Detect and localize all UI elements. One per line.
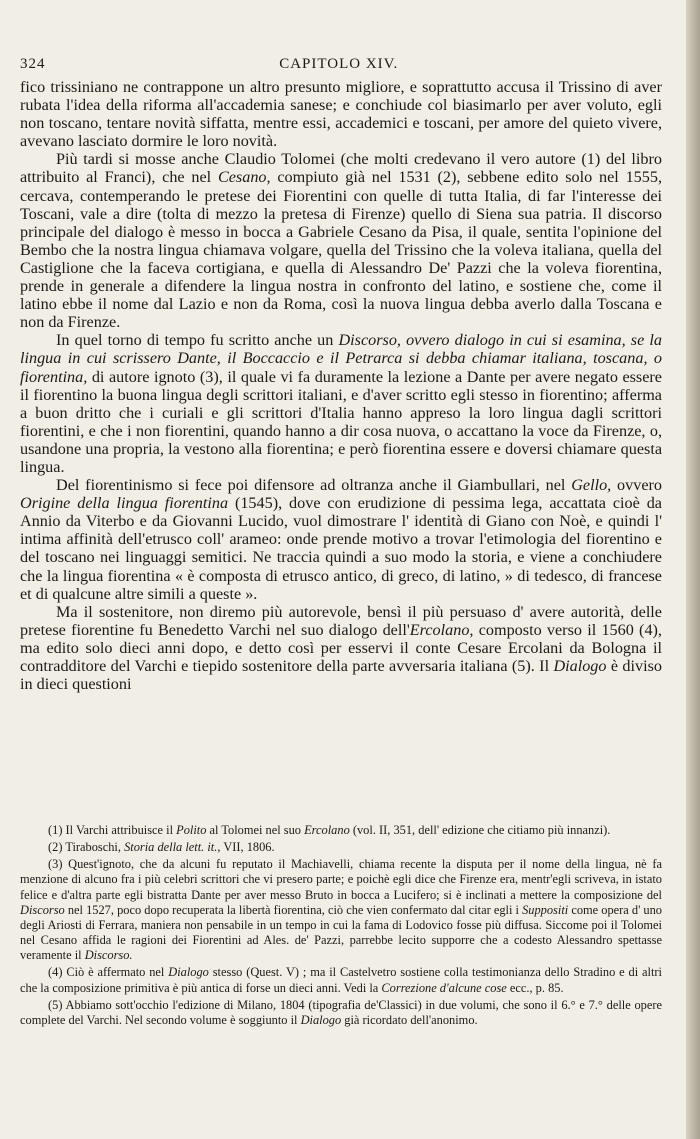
text-run: ecc., p. 85. bbox=[506, 980, 564, 995]
text-run: (4) Ciò è affermato nel bbox=[48, 965, 169, 980]
italic-text: Discorso, ovvero dialogo in cui si esamina, se la lingua in cui scrissero Dante, il Boccaccio e il Petrarca si debba chiamar italiana, toscana, o fiorentina, bbox=[20, 331, 662, 386]
italic-text: Polito bbox=[176, 823, 207, 837]
text-run: stesso (Quest. V) ; ma il Castelvetro sostiene colla testimonianza dello Stradino e di altri che la composizione primitiva è più antica di forse un dieci anni. Vedi la bbox=[20, 965, 662, 995]
italic-text: Dialogo bbox=[553, 657, 607, 675]
paragraph bbox=[20, 603, 662, 693]
text-run: (1545), dove con erudizione di pessima lega, accattata cioè da Annio da Viterbo e da Giovanni Lucido, vuol dimostrare l' identità di Giano con Noè, e quindi l' intima affinità dell'etrusco coll' arameo: onde prende motivo a trovar l'etimologia del fiorentino e del toscano nei linguaggi semitici. Ne traccia quindi a suo modo la storia, e viene a conchiudere che la lingua fiorentina « è composta di etrusco antico, di greco, di latino, » di tedesco, di francese et di qualcune altre simili a queste ». bbox=[20, 494, 662, 603]
italic-text: Dialogo bbox=[300, 1012, 342, 1027]
paragraph bbox=[20, 476, 662, 603]
text-run: (vol. II, 351, dell' edizione che citiamo più innanzi). bbox=[349, 823, 611, 837]
text-run: composto verso il 1560 (4), ma edito solo dieci anni dopo, e detto così per esservi il conte Cesare Ercolani da Bologna il contradditore del Varchi e tiepido sostenitore della parte avversaria italiana (5). Il bbox=[20, 620, 662, 675]
italic-text: Correzione d'alcune cose bbox=[381, 980, 507, 995]
footnote bbox=[20, 823, 662, 838]
text-run: nel 1527, poco dopo recuperata la libertà fiorentina, ciò che vien confermato dal citar egli i bbox=[64, 902, 523, 917]
running-title: CAPITOLO XIV. bbox=[279, 56, 399, 72]
running-header bbox=[20, 56, 662, 73]
text-run: In quel torno di tempo fu scritto anche un bbox=[56, 331, 339, 350]
footnotes bbox=[20, 823, 662, 1028]
paragraph bbox=[20, 150, 662, 331]
text-run: Più tardi si mosse anche Claudio Tolomei (che molti credevano il vero autore (1) del libro attribuito al Franci), che nel bbox=[20, 150, 662, 187]
paragraph bbox=[20, 78, 662, 150]
text-run: compiuto già nel 1531 (2), sebbene edito solo nel 1555, cercava, contemperando le pretese dei Fiorentini con quelle di tutta Italia, di far l'interesse dei Toscani, vale a dire (tolta di mezzo la pretesa di Firenze) quello di Siena sua patria. Il discorso principale del dialogo è messo in bocca a Gabriele Cesano da Pisa, il quale, sentita l'opinione del Bembo che la nostra lingua chiamava volgare, quella del Trissino che la voleva italiana, quella del Castiglione che la faceva cortigiana, e quella di Alessandro De' Pazzi che la voleva fiorentina, prende in generale a difendere la lingua nostra in confronto del latino, e sostiene che, come il latino ebbe il nome dal Lazio e non da Roma, così la nuova lingua debba averlo dalla Toscana e non da Firenze. bbox=[20, 168, 662, 332]
italic-text: Discorso. bbox=[84, 948, 133, 963]
text-run: ovvero bbox=[611, 476, 662, 495]
italic-text: Discorso bbox=[20, 902, 65, 917]
text-run: già ricordato dell'anonimo. bbox=[341, 1012, 478, 1027]
italic-text: Dialogo bbox=[168, 965, 209, 980]
text-run: (2) Tiraboschi, bbox=[48, 840, 125, 855]
text-run: come opera d' uno degli Ariosti di Ferrara, maniera non pensabile in un tempo in cui la fama di Lodovico fosse più diffusa. Siccome poi il Tolomei nel Cesano affida le ragioni dei Fiorentini ad Ales. de' Pazzi, parrebbe lecito supporre che a codesto Alessandro spettasse veramente il bbox=[20, 902, 662, 963]
footnote bbox=[20, 857, 662, 963]
text-run: Del fiorentinismo si fece poi difensore ad oltranza anche il Giambullari, nel bbox=[56, 476, 572, 495]
text-run: (5) Abbiamo sott'occhio l'edizione di Milano, 1804 (tipografia de'Classici) in due volumi, che sono il 6.° e 7.° delle opere complete del Varchi. Nel secondo volume è soggiunto il bbox=[20, 997, 662, 1027]
paragraph bbox=[20, 331, 662, 476]
italic-text: Storia della lett. it., bbox=[124, 840, 221, 855]
text-run: (1) Il Varchi attribuisce il bbox=[48, 823, 177, 837]
text-run: VII, 1806. bbox=[220, 840, 275, 855]
text-run: Ma il sostenitore, non diremo più autorevole, bensì il più persuaso d' avere autorità, delle pretese fiorentine fu Benedetto Varchi nel suo dialogo dell' bbox=[20, 602, 662, 639]
text-run: al Tolomei nel suo bbox=[206, 823, 305, 837]
italic-text: Ercolano bbox=[304, 823, 350, 837]
footnote bbox=[20, 965, 662, 995]
italic-text: Origine della lingua fiorentina bbox=[20, 494, 229, 513]
footnote bbox=[20, 998, 662, 1028]
text-run: fico trissiniano ne contrappone un altro presunto migliore, e soprattutto accusa il Trissino di aver rubata l'idea della riforma all'accademia sanese; e conchiude col biasimarlo per aver voluto, egli non toscano, tentare novità siffatta, mentre essi, accademici e toscani, per amore del quieto vivere, avevano lasciato dormire le loro novità. bbox=[20, 78, 662, 151]
italic-text: Cesano, bbox=[217, 168, 271, 187]
italic-text: Suppositi bbox=[522, 902, 569, 917]
page-edge bbox=[686, 0, 700, 1139]
page-number: 324 bbox=[20, 56, 46, 72]
text-run: (3) Quest'ignoto, che da alcuni fu reputato il Machiavelli, chiama recente la disputa per il nome della lingua, nè fa menzione di alcuno fra i più celebri scrittori che vi presero parte; e poichè egli dice che Firenze era, mentr'egli scriveva, in istato felice e d'altra parte egli bistratta Dante per aver messo Bruto in bocca a Lucifero; si è inclinati a mettere la composizione del bbox=[20, 857, 662, 902]
text-run: di autore ignoto (3), il quale vi fa duramente la lezione a Dante per avere negato essere il fiorentino la buona lingua degli scrittori italiani, e d'aver scritto egli stesso in fiorentino; afferma a buon dritto che i curiali e gli scrittori d'Italia hanno appreso la loro lingua dagli scrittori fiorentini, e che i non fiorentini, quando hanno a dir cosa nuova, o accattano la voce da Firenze, o, usandone una propria, la vestono alla fiorentina; e però fiorentina essere e doversi chiamare questa lingua. bbox=[20, 367, 662, 476]
footnote bbox=[20, 840, 662, 855]
main-text bbox=[20, 78, 662, 693]
italic-text: Ercolano, bbox=[409, 620, 474, 639]
italic-text: Gello, bbox=[571, 476, 612, 495]
text-run: è diviso in dieci questioni bbox=[20, 657, 662, 694]
